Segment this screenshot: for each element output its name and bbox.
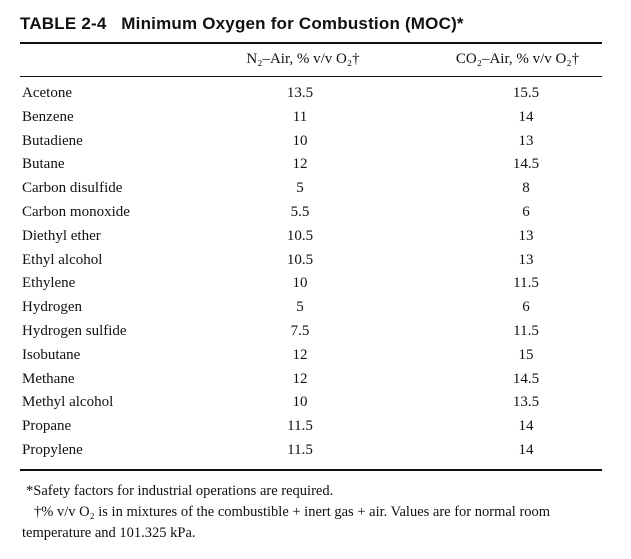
co2-air-value: 14.5 xyxy=(512,370,540,387)
substance-name: Ethylene xyxy=(22,275,76,292)
substance-name: Propane xyxy=(22,418,72,435)
n2-air-value: 10.5 xyxy=(286,251,314,268)
co2-air-value: 14 xyxy=(518,108,534,125)
table-body xyxy=(0,85,631,466)
bottom-rule xyxy=(20,469,602,471)
n2-air-value: 12 xyxy=(292,370,308,387)
substance-name: Propylene xyxy=(22,441,83,458)
table-row xyxy=(0,371,631,395)
substance-name: Acetone xyxy=(22,85,72,101)
co2-air-value: 13 xyxy=(518,251,534,268)
n2-air-value: 10.5 xyxy=(286,227,314,244)
table-row xyxy=(0,109,631,133)
top-rule xyxy=(20,42,602,44)
n2-air-value: 5 xyxy=(296,299,304,316)
substance-name: Butane xyxy=(22,156,65,173)
substance-name: Ethyl alcohol xyxy=(22,251,103,268)
substance-name: Methyl alcohol xyxy=(22,394,114,411)
co2-air-value: 15.5 xyxy=(512,85,540,101)
co2-air-value: 14 xyxy=(518,441,534,458)
table-caption: Minimum Oxygen for Combustion (MOC)* xyxy=(121,14,464,33)
co2-air-value: 13 xyxy=(518,227,534,244)
n2-air-value: 12 xyxy=(292,346,308,363)
table-label: TABLE 2-4 xyxy=(20,14,107,33)
substance-name: Benzene xyxy=(22,108,74,125)
substance-name: Diethyl ether xyxy=(22,227,101,244)
footnote-conditions: †% v/v O₂ is in mixtures of the combustible + inert gas + air. Values are for normal room temperature and 101.325 kPa. xyxy=(22,504,551,541)
table-row xyxy=(0,133,631,157)
table-row xyxy=(0,299,631,323)
substance-name: Methane xyxy=(22,370,75,387)
substance-name: Hydrogen sulfide xyxy=(22,322,127,339)
substance-name: Carbon monoxide xyxy=(22,203,130,220)
co2-air-value: 13 xyxy=(518,132,534,149)
table-row xyxy=(0,228,631,252)
co2-air-value: 8 xyxy=(522,180,530,197)
substance-name: Carbon disulfide xyxy=(22,180,123,197)
n2-air-value: 10 xyxy=(292,275,308,292)
n2-air-value: 5 xyxy=(296,180,304,197)
substance-name: Hydrogen xyxy=(22,299,82,316)
table-row xyxy=(0,347,631,371)
co2-air-value: 14.5 xyxy=(512,156,540,173)
table-row xyxy=(0,204,631,228)
n2-air-value: 13.5 xyxy=(286,85,314,101)
table-row xyxy=(0,442,631,466)
n2-air-value: 11.5 xyxy=(287,441,313,458)
table-row xyxy=(0,323,631,347)
table-row xyxy=(0,275,631,299)
co2-air-value: 11.5 xyxy=(513,275,539,292)
n2-air-value: 11 xyxy=(292,108,308,125)
co2-air-value: 13.5 xyxy=(512,394,540,411)
table-row xyxy=(0,85,631,109)
table-row xyxy=(0,418,631,442)
footnotes xyxy=(22,481,612,544)
n2-air-value: 5.5 xyxy=(290,203,310,220)
n2-air-value: 12 xyxy=(292,156,308,173)
n2-air-value: 7.5 xyxy=(290,322,310,339)
n2-air-value: 10 xyxy=(292,132,308,149)
co2-air-value: 14 xyxy=(518,418,534,435)
co2-air-value: 15 xyxy=(518,346,534,363)
co2-air-value: 6 xyxy=(522,203,530,220)
co2-air-value: 6 xyxy=(522,299,530,316)
header-rule xyxy=(20,76,602,77)
n2-air-value: 10 xyxy=(292,394,308,411)
column-header-n2-air: N₂–Air, % v/v O₂† xyxy=(246,51,360,67)
table-row xyxy=(0,394,631,418)
column-header-co2-air: CO₂–Air, % v/v O₂† xyxy=(455,51,580,67)
n2-air-value: 11.5 xyxy=(287,418,313,435)
footnote-safety: *Safety factors for industrial operations are required. xyxy=(26,483,334,499)
substance-name: Butadiene xyxy=(22,132,83,149)
table-row xyxy=(0,180,631,204)
co2-air-value: 11.5 xyxy=(513,322,539,339)
table-row xyxy=(0,156,631,180)
substance-name: Isobutane xyxy=(22,346,81,363)
table-title xyxy=(20,14,464,34)
table-row xyxy=(0,252,631,276)
